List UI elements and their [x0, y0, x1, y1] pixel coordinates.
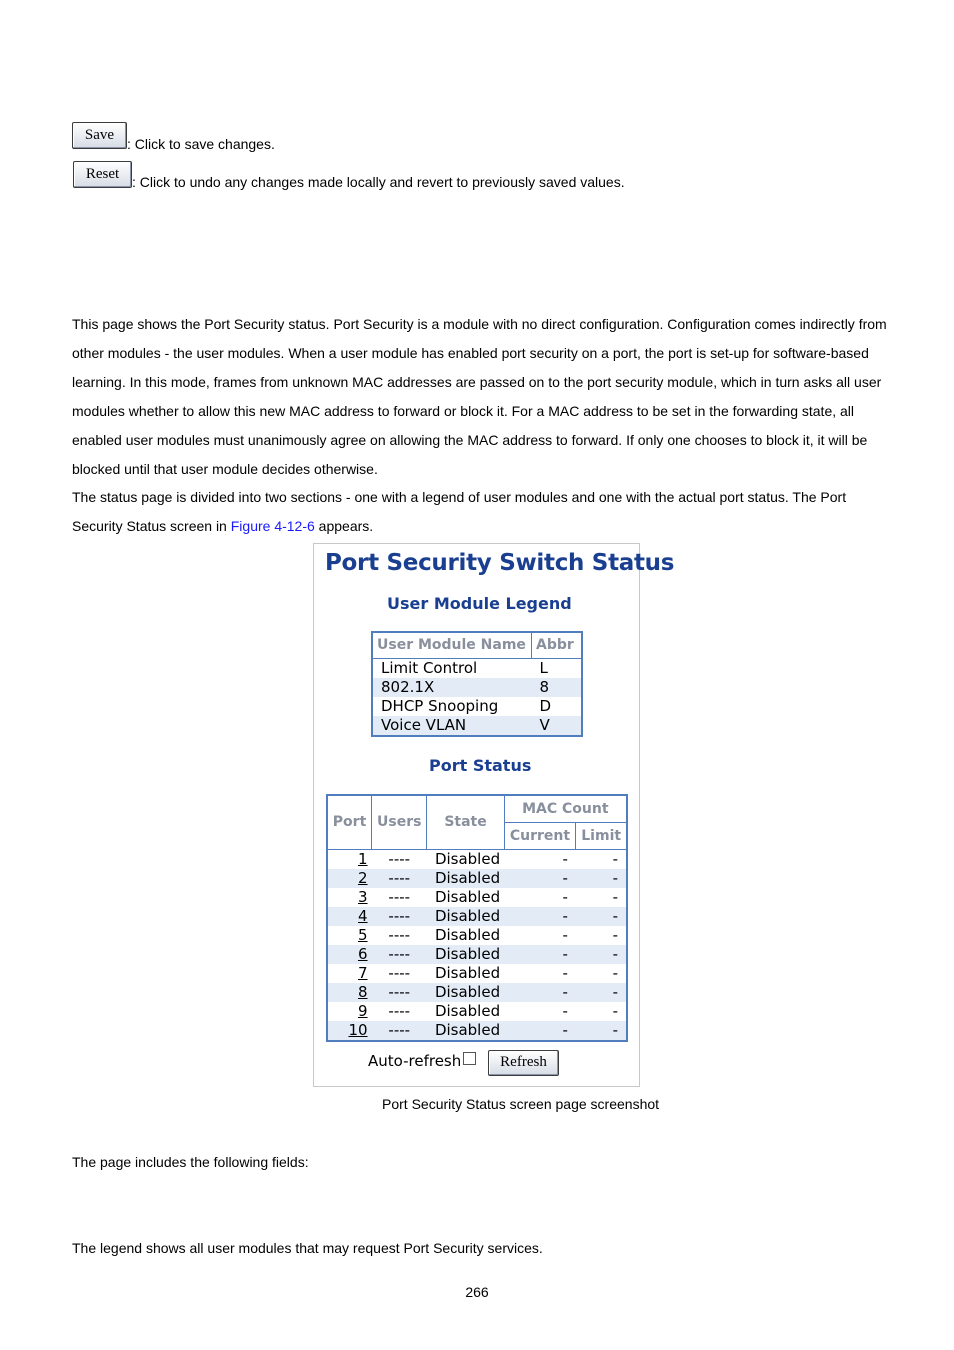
intro-paragraph: This page shows the Port Security status. Port Security is a module with no direct configuration. Configuration comes indirectly from other modules - the user modules. When a user module has enabled port security on a port, the port is set-up for software-based learning. In this mode, frames from unknown MAC addresses are passed on to the port security module, which in turn asks all user modules whether to allow this new MAC address to forward or block it. For a MAC address to be set in the forwarding state, all enabled user modules must unanimously agree on allowing the MAC address to forward. If only one chooses to block it, it will be blocked until that user module decides otherwise. — [72, 316, 887, 477]
port-status-row — [327, 907, 627, 926]
status-header-mac-count: MAC Count — [504, 795, 627, 822]
port-mac-current-cell: - — [562, 925, 568, 944]
legend-module-abbr: D — [539, 696, 552, 715]
port-mac-limit-cell: - — [576, 907, 627, 926]
port-status-heading: Port Status — [429, 756, 532, 775]
port-users-cell: ---- — [388, 1001, 411, 1020]
port-mac-limit-cell: - — [612, 887, 618, 906]
status-header-users: Users — [372, 795, 427, 849]
port-mac-current-cell: - — [504, 907, 576, 926]
port-status-row — [327, 849, 627, 869]
port-link[interactable]: 3 — [358, 887, 368, 906]
port-link[interactable]: 5 — [358, 925, 368, 944]
reset-button[interactable]: Reset — [73, 161, 132, 188]
port-link[interactable]: 2 — [358, 868, 368, 887]
save-button[interactable]: Save — [72, 122, 127, 149]
legend-header-name: User Module Name — [372, 632, 532, 658]
port-state-cell: Disabled — [434, 849, 501, 868]
port-status-row — [327, 983, 627, 1002]
legend-module-abbr: 8 — [532, 678, 583, 697]
port-state-cell: Disabled — [427, 945, 504, 964]
figure-caption: Port Security Status screen page screenshot — [382, 1096, 660, 1112]
figure-link[interactable]: Figure 4-12-6 — [230, 517, 315, 534]
port-mac-limit-cell: - — [612, 963, 618, 982]
port-mac-limit-cell: - — [576, 983, 627, 1002]
port-link-cell — [327, 869, 372, 888]
panel-title: Port Security Switch Status — [325, 550, 675, 576]
refresh-button[interactable]: Refresh — [488, 1050, 559, 1076]
port-status-row — [327, 888, 627, 907]
legend-heading: User Module Legend — [387, 594, 572, 613]
port-mac-limit-cell: - — [612, 925, 618, 944]
port-users-cell: ---- — [372, 869, 427, 888]
status-paragraph-text: The status page is divided into two sections - one with a legend of user modules and one with the actual port status. The Port Security Status screen in — [72, 489, 847, 534]
port-state-cell: Disabled — [434, 963, 501, 982]
status-header-state: State — [427, 795, 504, 849]
user-module-legend-table — [371, 631, 583, 737]
status-header-limit: Limit — [576, 822, 627, 849]
port-users-cell: ---- — [372, 945, 427, 964]
port-status-row — [327, 926, 627, 945]
port-status-row — [327, 1021, 627, 1041]
port-link-cell — [327, 888, 372, 907]
port-users-cell: ---- — [372, 907, 427, 926]
port-users-cell: ---- — [388, 849, 411, 868]
port-status-row — [327, 945, 627, 964]
port-link-cell — [327, 926, 372, 945]
legend-module-name: DHCP Snooping — [381, 696, 499, 715]
port-link[interactable]: 8 — [358, 982, 368, 1001]
port-mac-limit-cell: - — [612, 1001, 618, 1020]
port-mac-current-cell: - — [504, 983, 576, 1002]
port-users-cell: ---- — [372, 1021, 427, 1041]
port-link-cell — [327, 945, 372, 964]
port-state-cell: Disabled — [427, 907, 504, 926]
port-mac-limit-cell: - — [576, 945, 627, 964]
port-link-cell — [327, 964, 372, 983]
port-security-status-screenshot — [313, 543, 675, 1087]
port-users-cell: ---- — [388, 925, 411, 944]
port-mac-current-cell: - — [562, 887, 568, 906]
port-link[interactable]: 10 — [348, 1020, 368, 1039]
port-state-cell: Disabled — [427, 983, 504, 1002]
port-link[interactable]: 4 — [358, 906, 368, 925]
legend-intro: The legend shows all user modules that may request Port Security services. — [72, 1240, 543, 1256]
port-state-cell: Disabled — [434, 1001, 501, 1020]
port-link[interactable]: 7 — [358, 963, 368, 982]
legend-module-abbr: V — [532, 716, 583, 736]
port-mac-current-cell: - — [562, 1001, 568, 1020]
port-mac-limit-cell: - — [576, 869, 627, 888]
port-link-cell — [327, 849, 372, 869]
port-mac-current-cell: - — [504, 945, 576, 964]
port-link-cell — [327, 907, 372, 926]
legend-header-abbr: Abbr — [532, 632, 583, 658]
reset-description: : Click to undo any changes made locally and revert to previously saved values. — [132, 174, 625, 190]
port-link-cell — [327, 983, 372, 1002]
port-mac-current-cell: - — [562, 849, 568, 868]
legend-row — [372, 658, 582, 678]
port-status-table — [326, 794, 628, 1042]
status-header-current: Current — [504, 822, 576, 849]
port-link[interactable]: 1 — [358, 849, 368, 868]
legend-module-name: 802.1X — [372, 678, 532, 697]
port-link[interactable]: 9 — [358, 1001, 368, 1020]
port-users-cell: ---- — [372, 983, 427, 1002]
port-status-row — [327, 964, 627, 983]
port-status-row — [327, 869, 627, 888]
port-mac-current-cell: - — [562, 963, 568, 982]
legend-row — [372, 678, 582, 697]
port-users-cell: ---- — [388, 963, 411, 982]
legend-module-name: Voice VLAN — [372, 716, 532, 736]
legend-row — [372, 697, 582, 716]
legend-module-name: Limit Control — [381, 658, 478, 677]
legend-row — [372, 716, 582, 736]
port-state-cell: Disabled — [434, 887, 501, 906]
port-state-cell: Disabled — [427, 869, 504, 888]
port-mac-current-cell: - — [504, 1021, 576, 1041]
status-header-port: Port — [327, 795, 372, 849]
port-link[interactable]: 6 — [358, 944, 368, 963]
port-mac-limit-cell: - — [612, 849, 618, 868]
port-status-row — [327, 1002, 627, 1021]
port-state-cell: Disabled — [434, 925, 501, 944]
auto-refresh-checkbox[interactable] — [463, 1052, 476, 1065]
fields-intro: The page includes the following fields: — [72, 1154, 309, 1170]
page-number: 266 — [465, 1284, 489, 1300]
port-state-cell: Disabled — [427, 1021, 504, 1041]
status-paragraph — [72, 483, 882, 541]
status-paragraph-end: appears. — [314, 517, 374, 534]
port-link-cell — [327, 1021, 372, 1041]
port-mac-current-cell: - — [504, 869, 576, 888]
port-mac-limit-cell: - — [576, 1021, 627, 1041]
port-link-cell — [327, 1002, 372, 1021]
port-users-cell: ---- — [388, 887, 411, 906]
save-description: : Click to save changes. — [127, 136, 275, 152]
legend-module-abbr: L — [539, 658, 548, 677]
auto-refresh-label: Auto-refresh — [368, 1052, 462, 1070]
